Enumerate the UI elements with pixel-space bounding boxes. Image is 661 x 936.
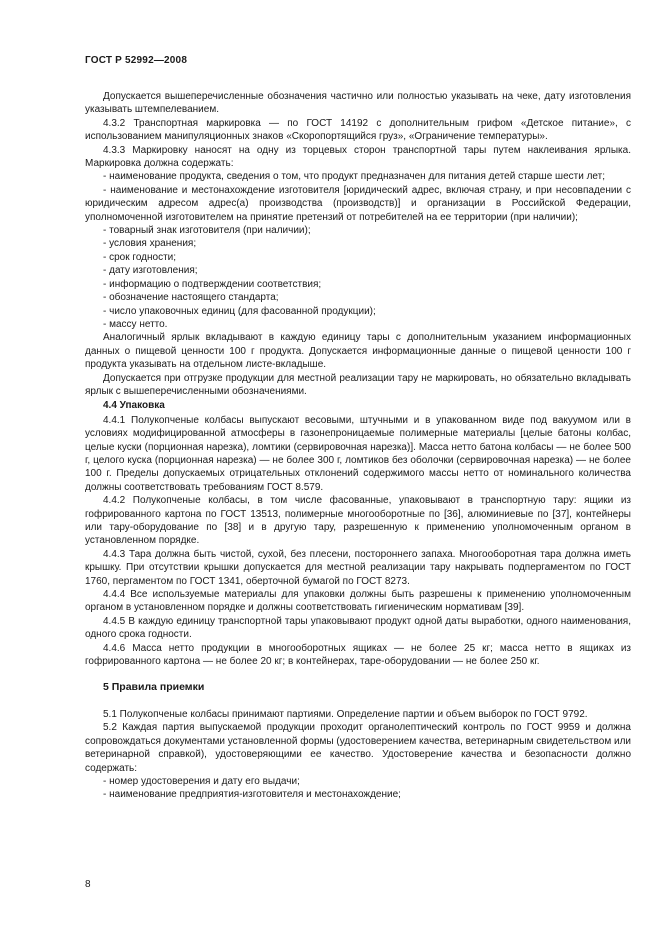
section-heading: 5 Правила приемки — [103, 681, 205, 694]
paragraph: 4.3.3 Маркировку наносят на одну из торцевых сторон транспортной тары путем наклеивания ярлыка. Маркировка должна содержать: — [85, 144, 631, 170]
list-item: - наименование и местонахождение изготовителя [юридический адрес, включая страну, и при несовпадении с юридическим адресом адрес(а) производства (производств)] и организации в Российской Федерации, уполномоченной изготовителем на принятие претензий от потребителей на ее территории (при наличии); — [85, 184, 631, 223]
list-item: - товарный знак изготовителя (при наличии); — [103, 225, 311, 237]
list-item: - срок годности; — [103, 251, 177, 263]
list-item: - номер удостоверения и дату его выдачи; — [103, 775, 300, 787]
paragraph: Аналогичный ярлык вкладывают в каждую единицу тары с дополнительным указанием информационных данных о пищевой ценности 100 г продукта. Допускается информационные данные о пищевой ценности 100 г продукта указывать на отдельном листе-вкладыше. — [85, 332, 631, 371]
list-item: - наименование предприятия-изготовителя и местонахождение; — [103, 789, 401, 801]
paragraph: 4.4.4 Все используемые материалы для упаковки должны быть разрешены к применению уполномоченным органом в установленном порядке и должны соответствовать гигиеническим нормативам [39]. — [85, 589, 631, 614]
paragraph: 4.3.2 Транспортная маркировка — по ГОСТ 14192 с дополнительным грифом «Детское питание», с использованием манипуляционных знаков «Скоропортящийся груз», «Ограничение температуры». — [85, 117, 631, 143]
page-number: 8 — [85, 879, 91, 890]
paragraph: Допускается вышеперечисленные обозначения частично или полностью указывать на чеке, дату изготовления указывать штемпелеванием. — [85, 91, 631, 116]
paragraph: 4.4.1 Полукопченые колбасы выпускают весовыми, штучными и в упакованном виде под вакуумом или в условиях модифицированной атмосферы в газонепроницаемые полимерные материалы [целые батоны колбас, целые куски (порционная нарезка), ломтики (сервировочная нарезка)]. Масса нетто батона колбасы — не более 500 г, целого куска (порционная нарезка) — не более 300 г, ломтиков без оболочки (сервировочная нарезка) — не более 100 г. Пределы допускаемых отрицательных отклонений содержимого массы нетто от номинального количества должны соответствовать требованиям ГОСТ 8.579. — [85, 414, 631, 493]
paragraph: 4.4.6 Масса нетто продукции в многооборотных ящиках — не более 25 кг; масса нетто в ящиках из гофрированного картона — не более 20 кг; в контейнерах, таре-оборудовании — не более 250 кг. — [85, 642, 631, 668]
paragraph: 4.4.2 Полукопченые колбасы, в том числе фасованные, упаковывают в транспортную тару: ящики из гофрированного картона по ГОСТ 13513, полимерные многооборотные по [36], алюминиевые по [37], контейнеры или тару-оборудование по [38] и в другую тару, разрешенную к применению уполномоченным органом в установленном порядке. — [85, 495, 631, 547]
list-item: - наименование продукта, сведения о том, что продукт предназначен для питания детей старше шести лет; — [103, 171, 605, 183]
document-header: ГОСТ Р 52992—2008 — [85, 55, 188, 66]
clause-heading: 4.4 Упаковка — [103, 400, 165, 412]
paragraph: 5.1 Полукопченые колбасы принимают партиями. Определение партии и объем выборок по ГОСТ 9792. — [103, 708, 588, 720]
list-item: - число упаковочных единиц (для фасованной продукции); — [103, 305, 376, 317]
list-item: - обозначение настоящего стандарта; — [103, 292, 279, 304]
list-item: - информацию о подтверждении соответствия; — [103, 278, 322, 290]
list-item: - дату изготовления; — [103, 265, 198, 277]
paragraph: 4.4.5 В каждую единицу транспортной тары упаковывают продукт одной даты выработки, одного наименования, одного срока годности. — [85, 615, 631, 641]
paragraph: 5.2 Каждая партия выпускаемой продукции проходит органолептический контроль по ГОСТ 9959 и должна сопровождаться документами установленной формы (удостоверением качества, ветеринарным свидетельством или ветеринарной справкой), удостоверяющими ее качество. Удостоверение качества и безопасности должно содержать: — [85, 722, 631, 774]
paragraph: 4.4.3 Тара должна быть чистой, сухой, без плесени, постороннего запаха. Многооборотная тара должна иметь крышку. При отсутствии крышки допускается для местной реализации тару накрывать подпергаментом по ГОСТ 1760, пергаментом по ГОСТ 1341, оберточной бумагой по ГОСТ 8273. — [85, 548, 631, 587]
document-body — [85, 90, 631, 802]
list-item: - условия хранения; — [103, 238, 197, 250]
paragraph: Допускается при отгрузке продукции для местной реализации тару не маркировать, но обязательно вкладывать ярлык с вышеперечисленными обозначениями. — [85, 372, 631, 397]
list-item: - массу нетто. — [103, 318, 168, 330]
